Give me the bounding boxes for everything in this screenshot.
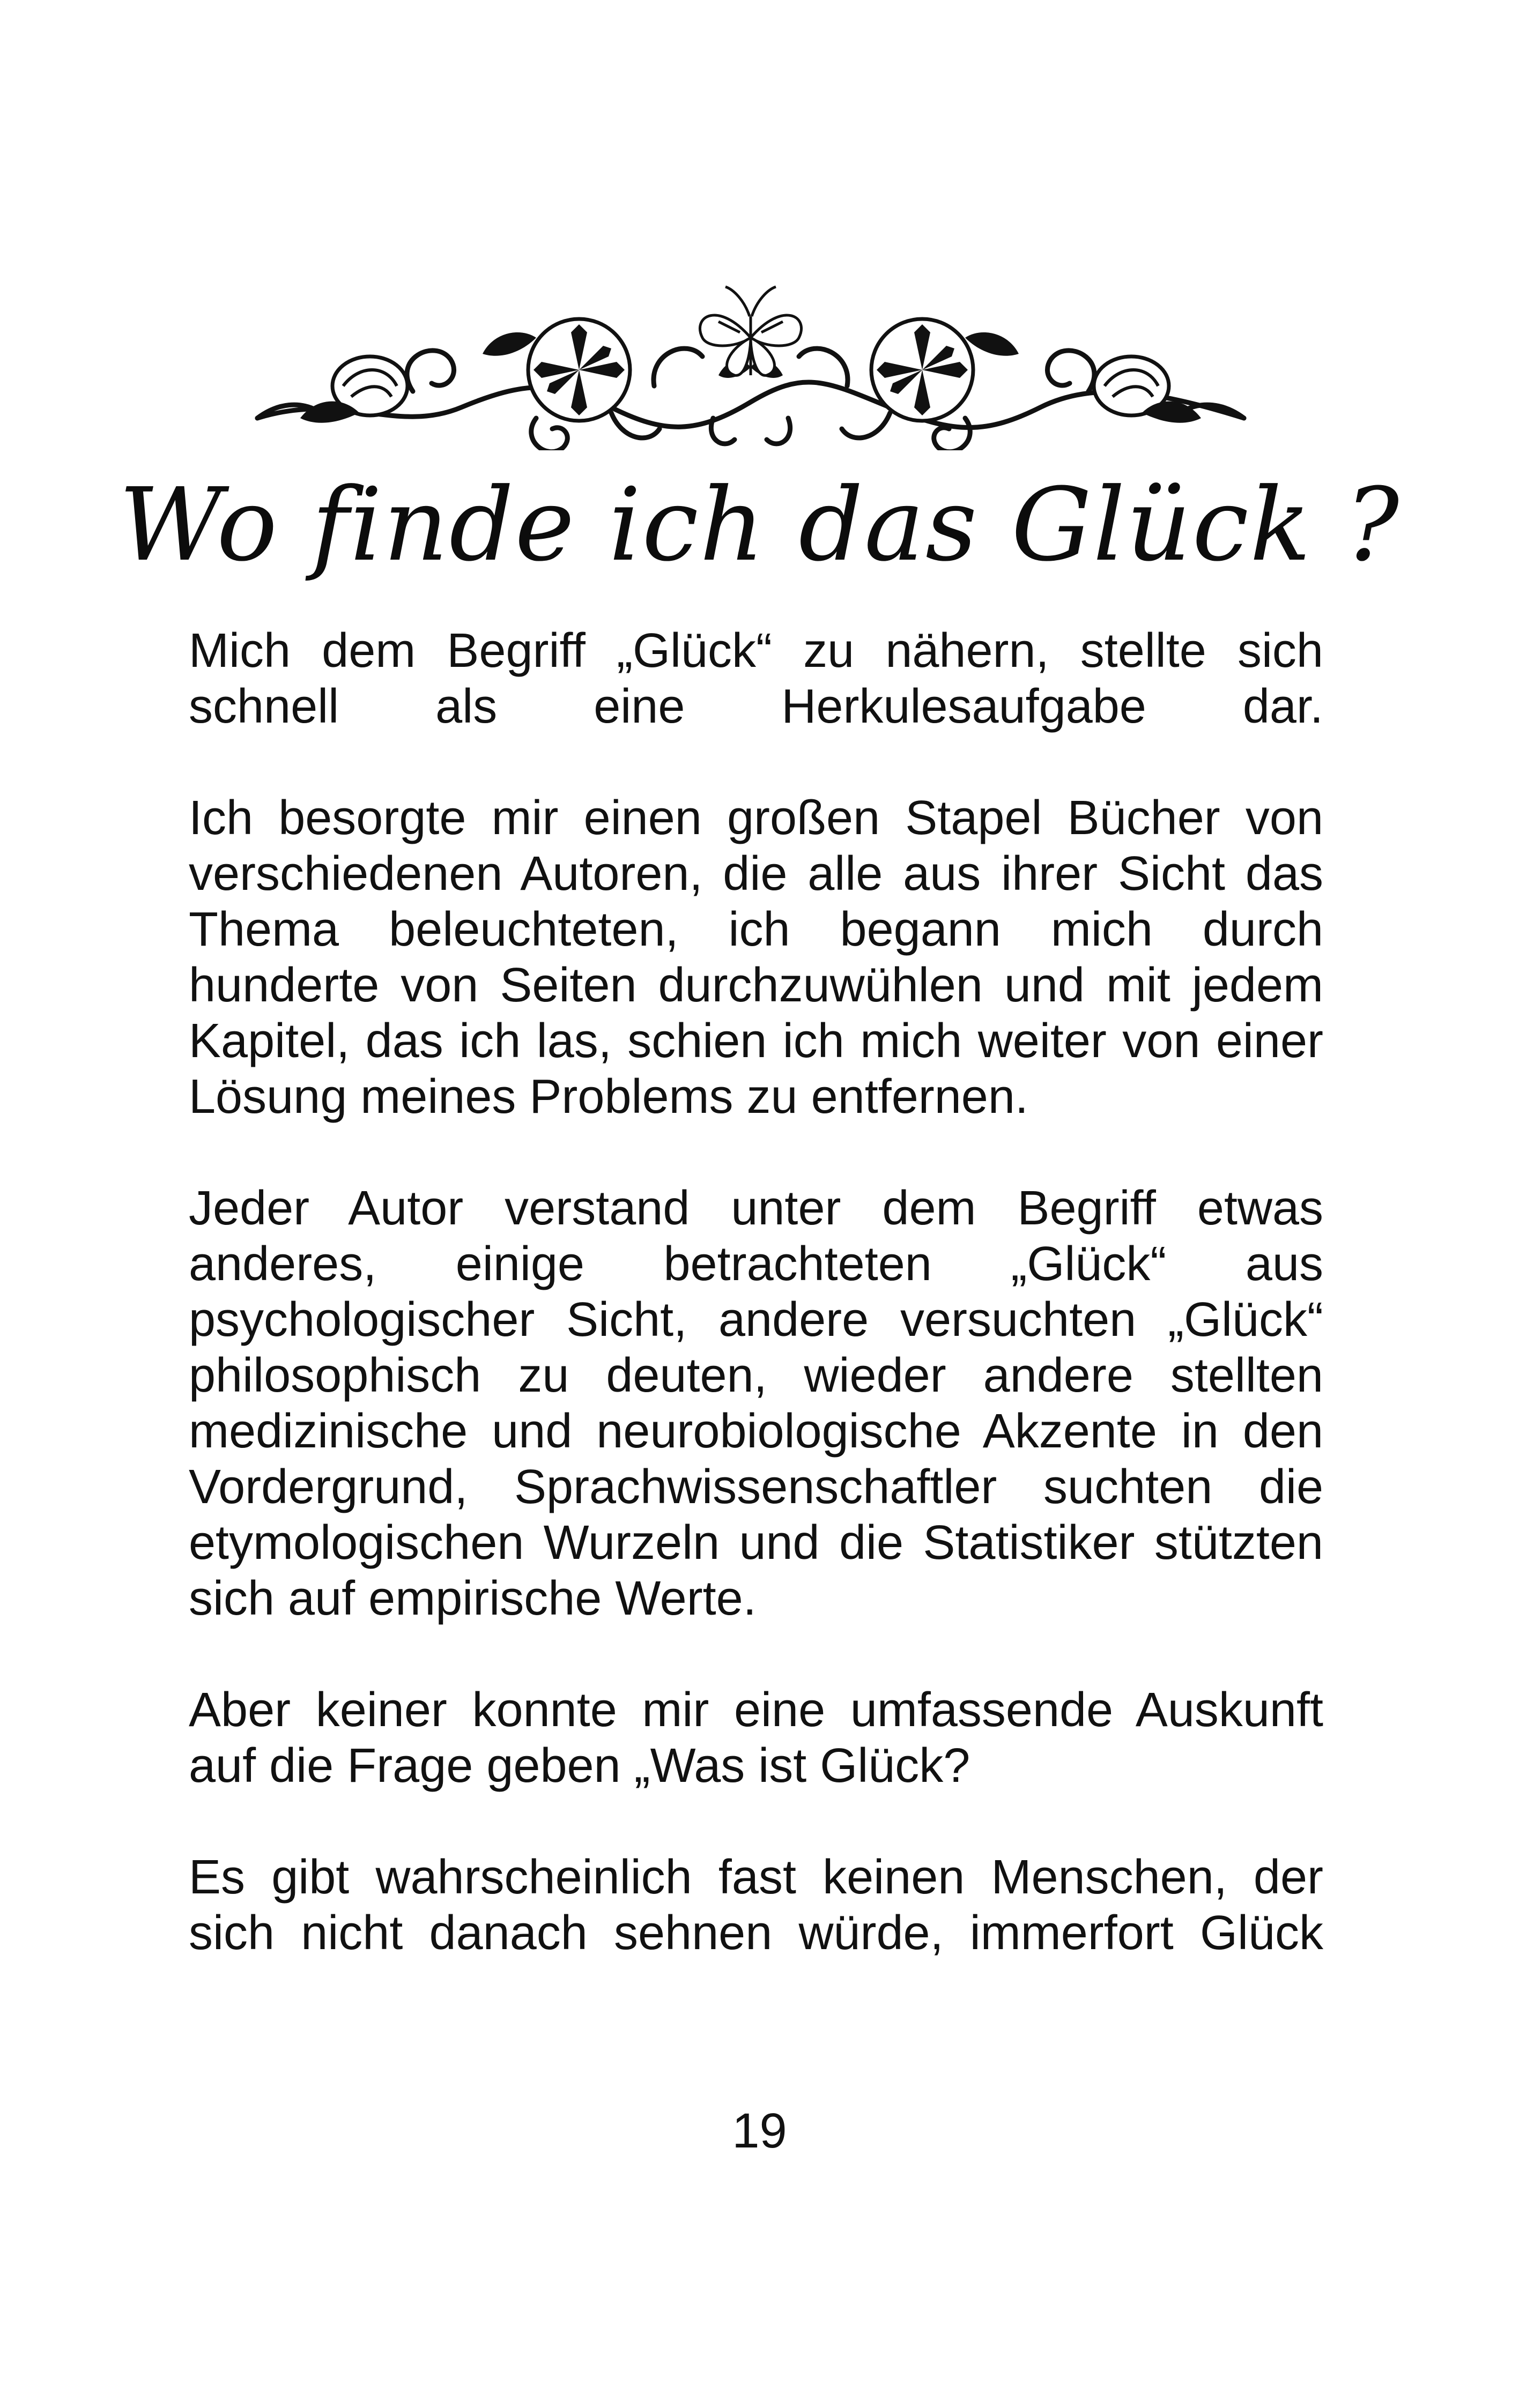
text-line: Vordergrund, Sprachwissenschaftler suchten die	[189, 1460, 1323, 1514]
text-line: Aber keiner konnte mir eine umfassende Auskunft	[189, 1683, 1323, 1737]
text-line: anderes, einige betrachteten „Glück“ aus	[189, 1237, 1323, 1291]
text-line: Mich dem Begriff „Glück“ zu nähern, stellte sich	[189, 624, 1323, 678]
text-line: sich auf empirische Werte.	[189, 1572, 757, 1625]
text-line: philosophisch zu deuten, wieder andere stellten	[189, 1349, 1323, 1402]
text-line: Thema beleuchteten, ich begann mich durch	[189, 903, 1323, 956]
text-line: Lösung meines Problems zu entfernen.	[189, 1070, 1028, 1124]
paragraph	[189, 623, 1323, 734]
text-line: schnell als eine Herkulesaufgabe dar.	[189, 680, 1323, 733]
text-line: Ich besorgte mir einen großen Stapel Bücher von	[189, 791, 1323, 845]
text-line: medizinische und neurobiologische Akzente in den	[189, 1404, 1323, 1458]
text-line: Es gibt wahrscheinlich fast keinen Menschen, der	[189, 1850, 1323, 1904]
text-line: auf die Frage geben „Was ist Glück?	[189, 1739, 970, 1793]
paragraph	[189, 1849, 1323, 1961]
paragraph	[189, 1180, 1323, 1626]
paragraph	[189, 790, 1323, 1125]
body-text	[189, 623, 1323, 2017]
text-line: sich nicht danach sehnen würde, immerfort Glück	[189, 1906, 1323, 1960]
page-number: 19	[732, 2104, 787, 2158]
paragraph	[189, 1682, 1323, 1794]
chapter-title: Wo finde ich das Glück ?	[118, 466, 1401, 584]
text-line: hunderte von Seiten durchzuwühlen und mit jedem	[189, 958, 1323, 1012]
text-line: verschiedenen Autoren, die alle aus ihrer Sicht das	[189, 847, 1323, 901]
text-line: etymologischen Wurzeln und die Statistiker stützten	[189, 1516, 1323, 1570]
text-line: psychologischer Sicht, andere versuchten „Glück“	[189, 1293, 1323, 1347]
text-line: Kapitel, das ich las, schien ich mich weiter von einer	[189, 1014, 1323, 1068]
floral-butterfly-vignette-icon	[236, 257, 1265, 450]
text-line: Jeder Autor verstand unter dem Begriff etwas	[189, 1181, 1323, 1235]
